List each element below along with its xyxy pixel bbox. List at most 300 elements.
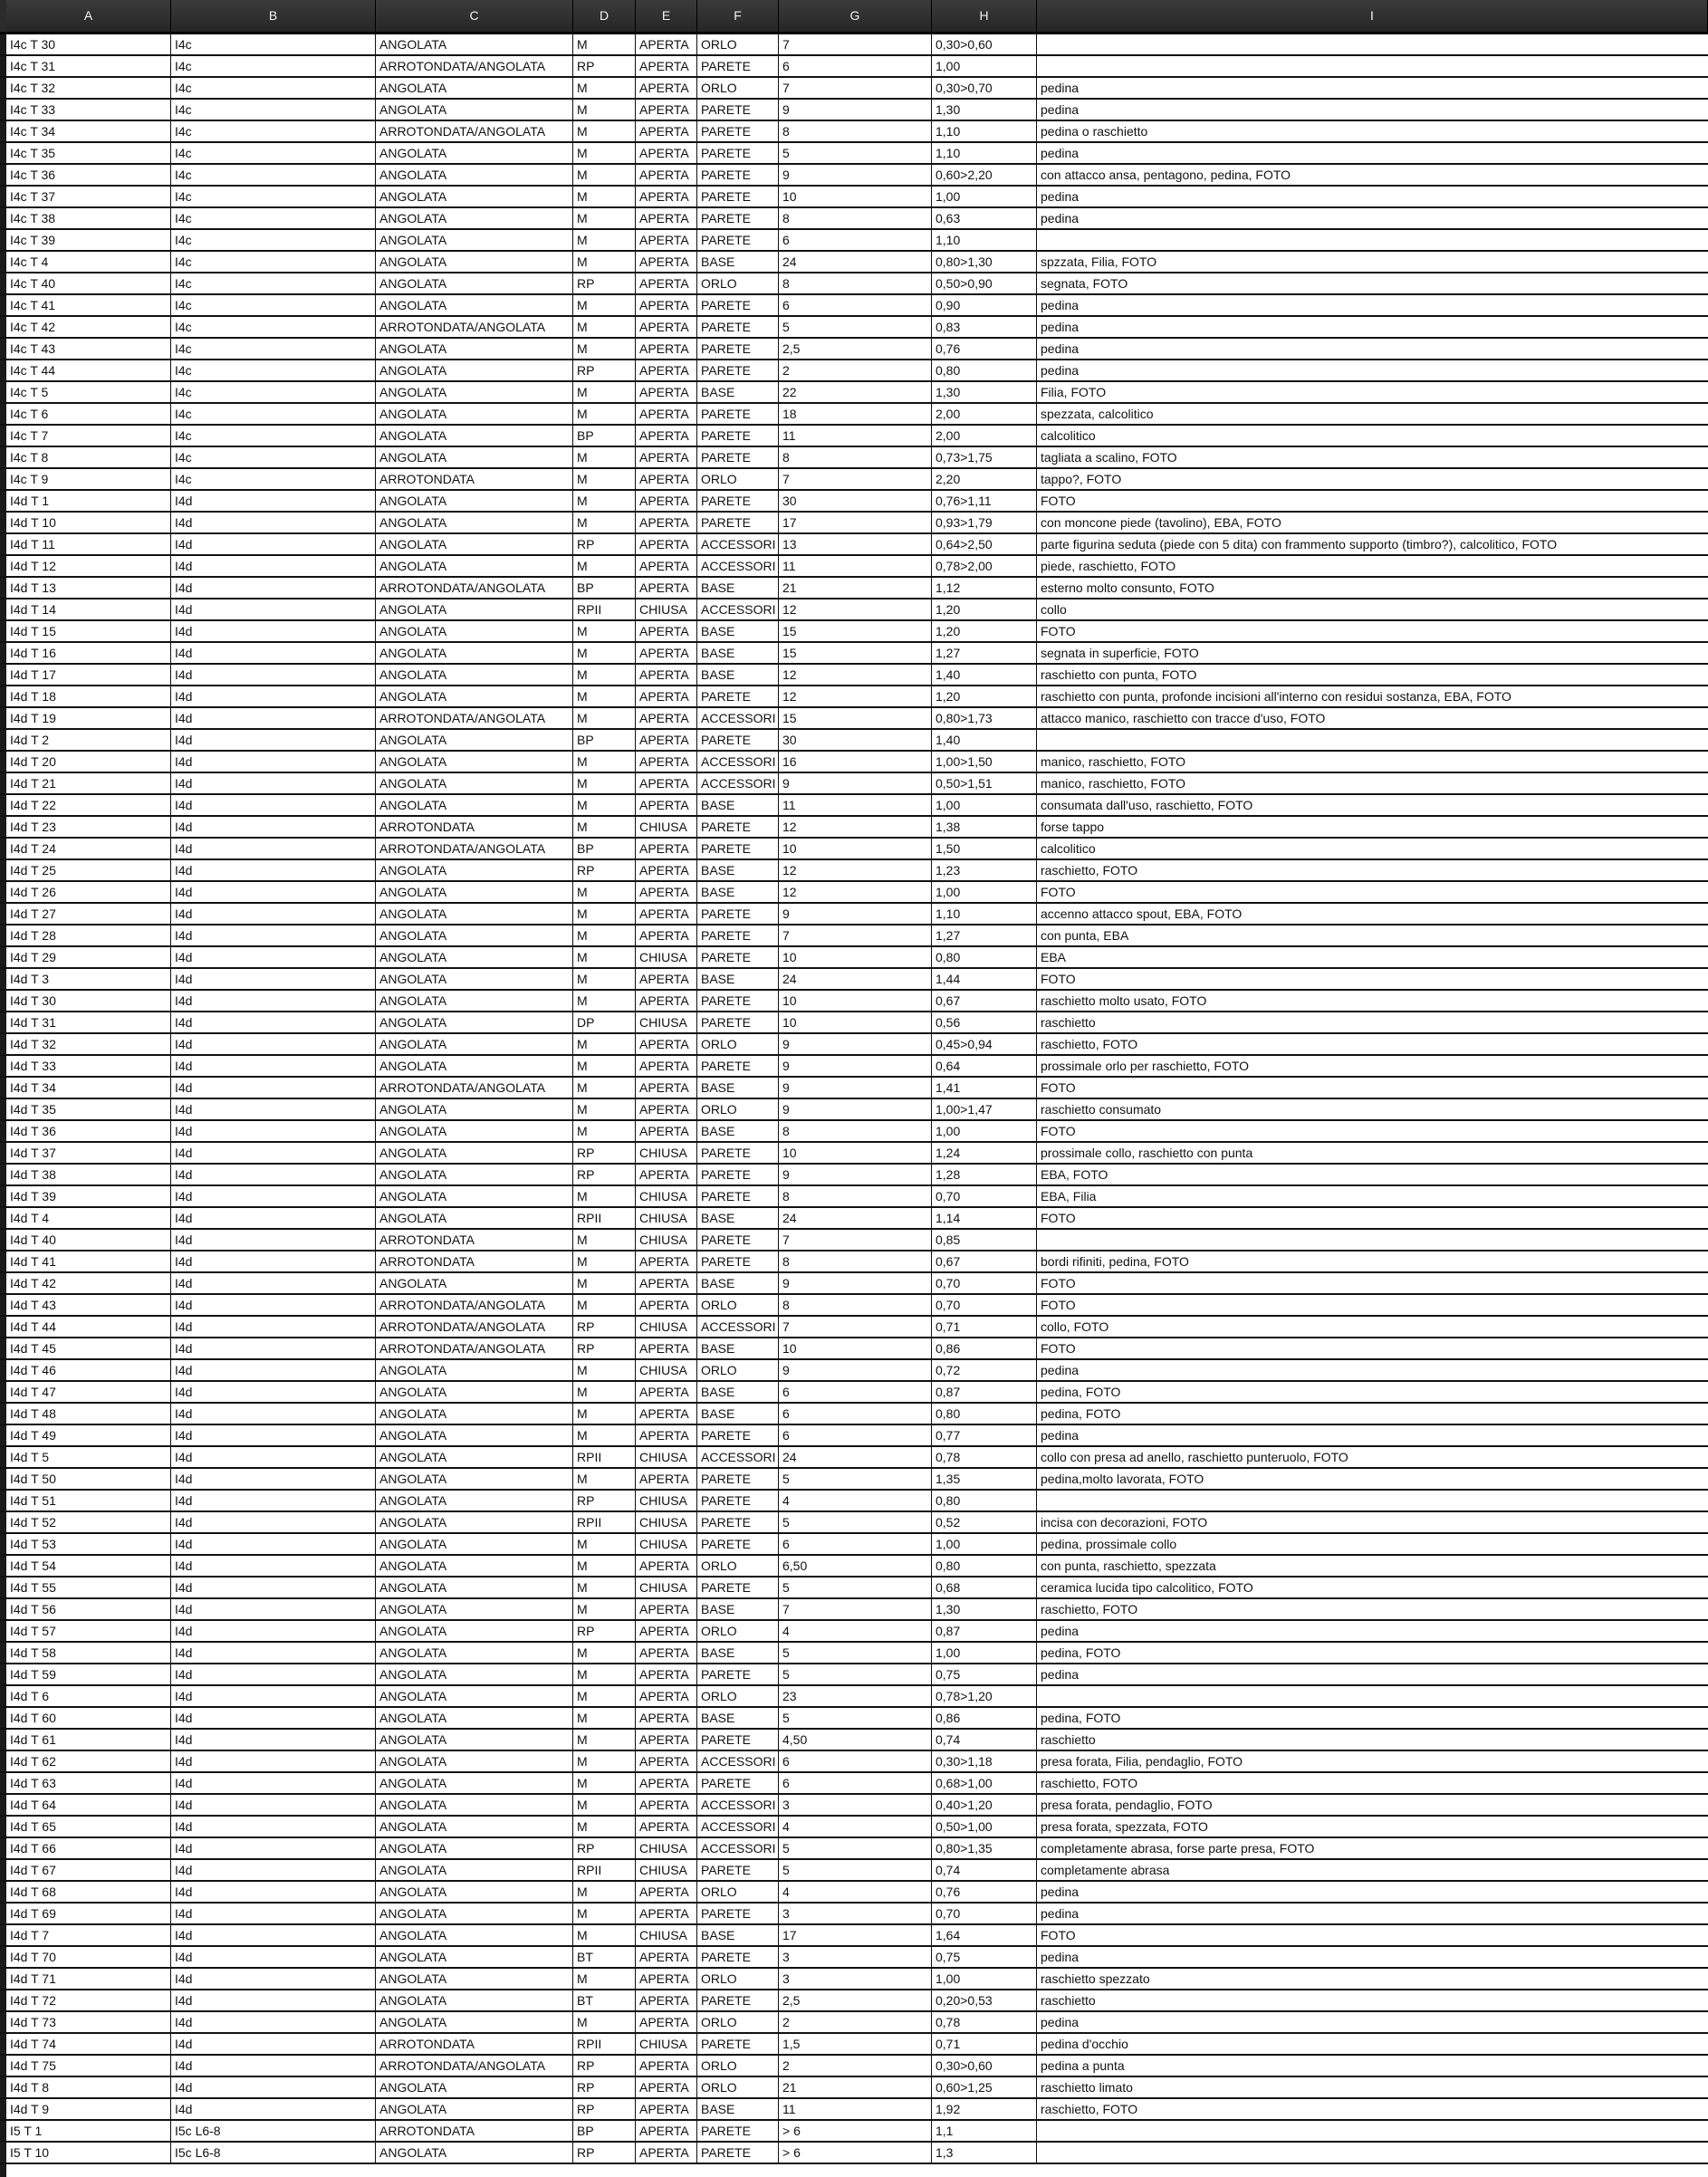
cell-a[interactable]: I4d T 46 [6, 1360, 171, 1380]
cell-a[interactable]: I4d T 16 [6, 643, 171, 663]
cell-a[interactable]: I4d T 29 [6, 947, 171, 967]
cell-i[interactable] [1037, 2143, 1708, 2163]
cell-b[interactable]: I4d [171, 1273, 376, 1293]
cell-d[interactable]: M [573, 165, 636, 185]
cell-f[interactable]: ORLO [697, 1882, 779, 1902]
cell-i[interactable]: raschietto [1041, 1015, 1096, 1030]
cell-e[interactable]: APERTA [636, 969, 697, 989]
cell-i[interactable]: raschietto, FOTO [1041, 1037, 1138, 1051]
cell-g[interactable]: 4 [779, 1882, 932, 1902]
cell-i[interactable]: spzzata, Filia, FOTO [1041, 254, 1157, 269]
cell-g[interactable]: 8 [779, 1295, 932, 1315]
cell-d[interactable]: M [573, 621, 636, 641]
cell-e[interactable]: APERTA [636, 1078, 697, 1098]
cell-i[interactable]: pedina, FOTO [1041, 1645, 1121, 1660]
cell-d[interactable]: RP [573, 360, 636, 380]
cell-d[interactable]: M [573, 773, 636, 793]
cell-g[interactable]: 6 [779, 230, 932, 250]
cell-b[interactable]: I4d [171, 904, 376, 924]
cell-a[interactable]: I4c T 40 [6, 273, 171, 293]
cell-e[interactable]: APERTA [636, 339, 697, 359]
column-header-h[interactable]: H [932, 0, 1037, 32]
cell-a[interactable]: I4d T 25 [6, 860, 171, 880]
cell-g[interactable]: 5 [779, 143, 932, 163]
cell-b[interactable]: I4d [171, 1838, 376, 1858]
cell-i[interactable]: tagliata a scalino, FOTO [1041, 450, 1177, 465]
cell-e[interactable]: APERTA [636, 273, 697, 293]
cell-d[interactable]: M [573, 665, 636, 685]
cell-b[interactable]: I4d [171, 643, 376, 663]
cell-g[interactable]: 24 [779, 1447, 932, 1467]
cell-h[interactable]: 1,12 [932, 578, 1037, 598]
cell-g[interactable]: 3 [779, 1969, 932, 1989]
cell-d[interactable]: M [573, 1099, 636, 1119]
cell-g[interactable]: 2,5 [779, 1990, 932, 2010]
column-header-b[interactable]: B [171, 0, 376, 32]
cell-f[interactable]: BASE [697, 665, 779, 685]
cell-g[interactable]: 12 [779, 882, 932, 902]
cell-a[interactable]: I4d T 75 [6, 2056, 171, 2076]
cell-f[interactable]: PARETE [697, 56, 779, 76]
cell-b[interactable]: I4d [171, 730, 376, 750]
cell-h[interactable]: 0,74 [932, 1730, 1037, 1750]
cell-d[interactable]: RP [573, 273, 636, 293]
cell-f[interactable]: BASE [697, 1382, 779, 1402]
cell-f[interactable]: ORLO [697, 2056, 779, 2076]
cell-e[interactable]: APERTA [636, 447, 697, 467]
cell-a[interactable]: I4c T 42 [6, 317, 171, 337]
cell-a[interactable]: I4c T 44 [6, 360, 171, 380]
cell-e[interactable]: CHIUSA [636, 1838, 697, 1858]
cell-c[interactable]: ANGOLATA [376, 1708, 573, 1728]
cell-g[interactable]: 9 [779, 1034, 932, 1054]
cell-i[interactable]: prossimale orlo per raschietto, FOTO [1041, 1059, 1250, 1073]
cell-g[interactable]: 5 [779, 1469, 932, 1489]
cell-a[interactable]: I4d T 28 [6, 925, 171, 945]
cell-h[interactable]: 0,83 [932, 317, 1037, 337]
cell-b[interactable]: I5c L6-8 [171, 2143, 376, 2163]
cell-h[interactable]: 0,72 [932, 1360, 1037, 1380]
cell-e[interactable]: APERTA [636, 295, 697, 315]
cell-f[interactable]: ORLO [697, 1099, 779, 1119]
cell-h[interactable]: 1,10 [932, 121, 1037, 141]
cell-b[interactable]: I4c [171, 273, 376, 293]
cell-b[interactable]: I4d [171, 1404, 376, 1424]
cell-a[interactable]: I4d T 49 [6, 1425, 171, 1445]
cell-c[interactable]: ANGOLATA [376, 730, 573, 750]
cell-d[interactable]: M [573, 491, 636, 511]
cell-g[interactable]: 8 [779, 447, 932, 467]
cell-i[interactable]: pedina [1041, 81, 1079, 95]
cell-h[interactable]: 1,10 [932, 143, 1037, 163]
cell-b[interactable]: I4d [171, 556, 376, 576]
cell-b[interactable]: I4c [171, 317, 376, 337]
cell-d[interactable]: DP [573, 1012, 636, 1032]
cell-g[interactable]: 11 [779, 795, 932, 815]
cell-i[interactable]: pedina [1041, 146, 1079, 160]
cell-h[interactable]: 0,78 [932, 1447, 1037, 1467]
cell-e[interactable]: APERTA [636, 2143, 697, 2163]
cell-b[interactable]: I4c [171, 426, 376, 446]
cell-e[interactable]: APERTA [636, 121, 697, 141]
cell-h[interactable]: 0,78 [932, 2012, 1037, 2032]
cell-g[interactable]: 12 [779, 599, 932, 619]
cell-g[interactable]: 6 [779, 1382, 932, 1402]
cell-g[interactable]: 5 [779, 1860, 932, 1880]
cell-d[interactable]: M [573, 1078, 636, 1098]
cell-a[interactable]: I4d T 51 [6, 1491, 171, 1510]
cell-f[interactable]: PARETE [697, 491, 779, 511]
cell-f[interactable]: BASE [697, 2099, 779, 2119]
cell-a[interactable]: I5 T 10 [6, 2143, 171, 2163]
cell-f[interactable]: PARETE [697, 100, 779, 120]
cell-f[interactable]: BASE [697, 1208, 779, 1228]
cell-c[interactable]: ANGOLATA [376, 1664, 573, 1684]
cell-h[interactable]: 0,78>1,20 [932, 1686, 1037, 1706]
cell-c[interactable]: ANGOLATA [376, 1730, 573, 1750]
cell-f[interactable]: BASE [697, 578, 779, 598]
cell-d[interactable]: M [573, 1751, 636, 1771]
cell-f[interactable]: BASE [697, 1338, 779, 1358]
cell-i[interactable]: pedina [1041, 1884, 1079, 1899]
cell-i[interactable]: manico, raschietto, FOTO [1041, 776, 1186, 791]
cell-h[interactable]: 0,71 [932, 2034, 1037, 2054]
cell-g[interactable]: 8 [779, 273, 932, 293]
cell-d[interactable]: M [573, 1034, 636, 1054]
cell-i[interactable] [1037, 730, 1708, 750]
cell-a[interactable]: I4d T 52 [6, 1512, 171, 1532]
cell-i[interactable]: EBA [1041, 950, 1067, 964]
cell-g[interactable]: 2,5 [779, 339, 932, 359]
cell-g[interactable]: 30 [779, 491, 932, 511]
cell-b[interactable]: I4d [171, 925, 376, 945]
cell-i[interactable]: Filia, FOTO [1041, 385, 1107, 399]
cell-g[interactable]: 17 [779, 1925, 932, 1945]
cell-a[interactable]: I4d T 41 [6, 1252, 171, 1271]
cell-e[interactable]: APERTA [636, 534, 697, 554]
cell-g[interactable]: 24 [779, 252, 932, 272]
column-header-a[interactable]: A [6, 0, 171, 32]
cell-h[interactable]: 1,00 [932, 187, 1037, 206]
cell-g[interactable]: 5 [779, 1838, 932, 1858]
cell-h[interactable]: 1,00 [932, 1534, 1037, 1554]
cell-d[interactable]: M [573, 100, 636, 120]
cell-a[interactable]: I4d T 47 [6, 1382, 171, 1402]
cell-i[interactable]: raschietto [1041, 1732, 1096, 1747]
cell-f[interactable]: ACCESSORI [697, 1817, 779, 1837]
cell-f[interactable]: PARETE [697, 1230, 779, 1250]
cell-b[interactable]: I4d [171, 1534, 376, 1554]
cell-g[interactable]: 2 [779, 360, 932, 380]
cell-b[interactable]: I4c [171, 165, 376, 185]
cell-h[interactable]: 0,80>1,73 [932, 708, 1037, 728]
cell-c[interactable]: ANGOLATA [376, 1838, 573, 1858]
cell-g[interactable]: 12 [779, 817, 932, 837]
cell-e[interactable]: APERTA [636, 1730, 697, 1750]
cell-d[interactable]: M [573, 1469, 636, 1489]
cell-f[interactable]: PARETE [697, 1773, 779, 1793]
cell-f[interactable]: PARETE [697, 1252, 779, 1271]
cell-d[interactable]: RPII [573, 1512, 636, 1532]
cell-d[interactable]: M [573, 447, 636, 467]
cell-c[interactable]: ANGOLATA [376, 1512, 573, 1532]
cell-i[interactable]: pedina [1041, 1950, 1079, 1964]
cell-i[interactable]: FOTO [1041, 624, 1076, 638]
cell-b[interactable]: I4d [171, 686, 376, 706]
cell-c[interactable]: ANGOLATA [376, 1599, 573, 1619]
cell-c[interactable]: ANGOLATA [376, 1925, 573, 1945]
cell-a[interactable]: I4d T 73 [6, 2012, 171, 2032]
cell-f[interactable]: PARETE [697, 730, 779, 750]
cell-c[interactable]: ARROTONDATA/ANGOLATA [376, 2056, 573, 2076]
cell-g[interactable]: 9 [779, 904, 932, 924]
cell-d[interactable]: M [573, 1578, 636, 1597]
cell-g[interactable]: 9 [779, 1099, 932, 1119]
cell-e[interactable]: APERTA [636, 513, 697, 532]
cell-c[interactable]: ANGOLATA [376, 447, 573, 467]
cell-f[interactable]: PARETE [697, 925, 779, 945]
cell-e[interactable]: APERTA [636, 795, 697, 815]
cell-f[interactable]: PARETE [697, 513, 779, 532]
cell-d[interactable]: RP [573, 1838, 636, 1858]
cell-c[interactable]: ANGOLATA [376, 1860, 573, 1880]
cell-d[interactable]: M [573, 513, 636, 532]
cell-d[interactable]: M [573, 1882, 636, 1902]
cell-c[interactable]: ANGOLATA [376, 165, 573, 185]
cell-d[interactable]: RP [573, 1317, 636, 1337]
cell-i[interactable]: completamente abrasa, forse parte presa, FOTO [1041, 1841, 1315, 1856]
cell-f[interactable]: PARETE [697, 839, 779, 858]
cell-g[interactable]: 5 [779, 1664, 932, 1684]
cell-h[interactable]: 0,64 [932, 1056, 1037, 1076]
cell-b[interactable]: I4d [171, 1664, 376, 1684]
cell-g[interactable]: 21 [779, 2077, 932, 2097]
cell-c[interactable]: ANGOLATA [376, 34, 573, 54]
cell-f[interactable]: PARETE [697, 1165, 779, 1184]
cell-f[interactable]: BASE [697, 1708, 779, 1728]
cell-i[interactable]: presa forata, spezzata, FOTO [1041, 1819, 1208, 1834]
cell-c[interactable]: ANGOLATA [376, 1034, 573, 1054]
cell-g[interactable]: 6 [779, 1751, 932, 1771]
cell-d[interactable]: RP [573, 2143, 636, 2163]
cell-a[interactable]: I4d T 34 [6, 1078, 171, 1098]
cell-c[interactable]: ANGOLATA [376, 925, 573, 945]
cell-f[interactable]: ORLO [697, 2012, 779, 2032]
cell-g[interactable]: 21 [779, 578, 932, 598]
cell-d[interactable]: RPII [573, 1208, 636, 1228]
cell-i[interactable]: accenno attacco spout, EBA, FOTO [1041, 906, 1243, 921]
cell-c[interactable]: ANGOLATA [376, 1143, 573, 1163]
cell-e[interactable]: APERTA [636, 2121, 697, 2141]
cell-c[interactable]: ANGOLATA [376, 143, 573, 163]
cell-b[interactable]: I4d [171, 2077, 376, 2097]
cell-a[interactable]: I4c T 34 [6, 121, 171, 141]
cell-h[interactable]: 1,41 [932, 1078, 1037, 1098]
cell-i[interactable]: pedina, FOTO [1041, 1711, 1121, 1725]
cell-d[interactable]: M [573, 925, 636, 945]
cell-g[interactable]: 2 [779, 2056, 932, 2076]
cell-h[interactable]: 0,64>2,50 [932, 534, 1037, 554]
cell-b[interactable]: I4d [171, 1317, 376, 1337]
cell-g[interactable]: 5 [779, 317, 932, 337]
cell-c[interactable]: ANGOLATA [376, 1382, 573, 1402]
cell-f[interactable]: PARETE [697, 2121, 779, 2141]
cell-e[interactable]: APERTA [636, 2099, 697, 2119]
cell-g[interactable]: 7 [779, 78, 932, 98]
cell-f[interactable]: ORLO [697, 2077, 779, 2097]
cell-i[interactable]: completamente abrasa [1041, 1863, 1170, 1877]
cell-h[interactable]: 1,00 [932, 56, 1037, 76]
cell-i[interactable]: pedina [1041, 1906, 1079, 1921]
cell-c[interactable]: ANGOLATA [376, 273, 573, 293]
cell-a[interactable]: I4d T 64 [6, 1795, 171, 1815]
cell-e[interactable]: APERTA [636, 839, 697, 858]
cell-e[interactable]: APERTA [636, 491, 697, 511]
cell-a[interactable]: I4c T 39 [6, 230, 171, 250]
cell-c[interactable]: ANGOLATA [376, 1056, 573, 1076]
cell-d[interactable]: M [573, 686, 636, 706]
cell-f[interactable]: PARETE [697, 947, 779, 967]
cell-f[interactable]: PARETE [697, 317, 779, 337]
cell-g[interactable]: 5 [779, 1643, 932, 1663]
cell-a[interactable]: I4d T 59 [6, 1664, 171, 1684]
cell-c[interactable]: ANGOLATA [376, 230, 573, 250]
cell-b[interactable]: I4d [171, 1599, 376, 1619]
cell-b[interactable]: I4d [171, 752, 376, 772]
cell-b[interactable]: I4d [171, 1469, 376, 1489]
cell-f[interactable]: BASE [697, 1273, 779, 1293]
cell-e[interactable]: APERTA [636, 404, 697, 424]
cell-e[interactable]: APERTA [636, 578, 697, 598]
cell-g[interactable]: > 6 [779, 2143, 932, 2163]
column-header-d[interactable]: D [573, 0, 636, 32]
cell-i[interactable]: incisa con decorazioni, FOTO [1041, 1515, 1208, 1530]
cell-c[interactable]: ANGOLATA [376, 773, 573, 793]
cell-e[interactable]: APERTA [636, 1382, 697, 1402]
cell-e[interactable]: APERTA [636, 1795, 697, 1815]
cell-a[interactable]: I4c T 36 [6, 165, 171, 185]
cell-i[interactable]: manico, raschietto, FOTO [1041, 754, 1186, 769]
cell-f[interactable]: ACCESSORI [697, 1447, 779, 1467]
cell-g[interactable]: 7 [779, 1230, 932, 1250]
cell-e[interactable]: APERTA [636, 1947, 697, 1967]
cell-d[interactable]: M [573, 1534, 636, 1554]
cell-f[interactable]: ORLO [697, 1556, 779, 1576]
cell-d[interactable]: M [573, 991, 636, 1011]
cell-b[interactable]: I4d [171, 578, 376, 598]
cell-c[interactable]: ANGOLATA [376, 621, 573, 641]
cell-d[interactable]: RP [573, 860, 636, 880]
cell-a[interactable]: I4c T 9 [6, 469, 171, 489]
cell-c[interactable]: ARROTONDATA [376, 2034, 573, 2054]
cell-e[interactable]: APERTA [636, 1708, 697, 1728]
cell-i[interactable]: parte figurina seduta (piede con 5 dita) con frammento supporto (timbro?), calcolitico, FOTO [1041, 537, 1558, 551]
cell-i[interactable]: spezzata, calcolitico [1041, 407, 1154, 421]
cell-a[interactable]: I4d T 18 [6, 686, 171, 706]
cell-h[interactable]: 0,63 [932, 208, 1037, 228]
cell-b[interactable]: I4c [171, 360, 376, 380]
cell-i[interactable]: pedina [1041, 363, 1079, 378]
cell-b[interactable]: I4d [171, 773, 376, 793]
cell-b[interactable]: I4d [171, 1751, 376, 1771]
cell-i[interactable]: presa forata, pendaglio, FOTO [1041, 1798, 1213, 1812]
cell-h[interactable]: 1,40 [932, 665, 1037, 685]
cell-a[interactable]: I4c T 32 [6, 78, 171, 98]
cell-g[interactable]: 30 [779, 730, 932, 750]
cell-g[interactable]: 7 [779, 925, 932, 945]
cell-b[interactable]: I4d [171, 1099, 376, 1119]
cell-e[interactable]: CHIUSA [636, 1447, 697, 1467]
cell-g[interactable]: 9 [779, 1360, 932, 1380]
cell-d[interactable]: M [573, 1795, 636, 1815]
cell-f[interactable]: PARETE [697, 1904, 779, 1923]
cell-i[interactable]: EBA, FOTO [1041, 1167, 1108, 1182]
cell-b[interactable]: I4d [171, 817, 376, 837]
column-header-i[interactable]: I [1037, 0, 1708, 32]
cell-e[interactable]: APERTA [636, 426, 697, 446]
cell-b[interactable]: I4d [171, 1686, 376, 1706]
cell-a[interactable]: I4d T 53 [6, 1534, 171, 1554]
cell-g[interactable]: 6 [779, 1404, 932, 1424]
cell-h[interactable]: 0,70 [932, 1186, 1037, 1206]
cell-f[interactable]: ACCESSORI [697, 773, 779, 793]
cell-f[interactable]: PARETE [697, 2034, 779, 2054]
cell-a[interactable]: I4d T 1 [6, 491, 171, 511]
cell-a[interactable]: I4d T 55 [6, 1578, 171, 1597]
cell-h[interactable]: 1,92 [932, 2099, 1037, 2119]
cell-f[interactable]: PARETE [697, 1860, 779, 1880]
cell-d[interactable]: M [573, 1773, 636, 1793]
cell-c[interactable]: ARROTONDATA/ANGOLATA [376, 1338, 573, 1358]
cell-e[interactable]: APERTA [636, 1252, 697, 1271]
cell-a[interactable]: I4d T 10 [6, 513, 171, 532]
cell-e[interactable]: CHIUSA [636, 1860, 697, 1880]
cell-f[interactable]: PARETE [697, 1512, 779, 1532]
cell-b[interactable]: I4d [171, 708, 376, 728]
cell-c[interactable]: ANGOLATA [376, 187, 573, 206]
cell-d[interactable]: BP [573, 839, 636, 858]
cell-b[interactable]: I4c [171, 447, 376, 467]
cell-f[interactable]: ORLO [697, 78, 779, 98]
cell-c[interactable]: ANGOLATA [376, 1534, 573, 1554]
cell-b[interactable]: I4d [171, 513, 376, 532]
cell-a[interactable]: I4d T 20 [6, 752, 171, 772]
cell-i[interactable]: raschietto con punta, profonde incisioni all'interno con residui sostanza, EBA, FOTO [1041, 689, 1511, 704]
cell-d[interactable]: M [573, 1730, 636, 1750]
cell-g[interactable]: 7 [779, 34, 932, 54]
cell-b[interactable]: I4c [171, 143, 376, 163]
cell-d[interactable]: M [573, 795, 636, 815]
cell-c[interactable]: ARROTONDATA/ANGOLATA [376, 121, 573, 141]
cell-f[interactable]: PARETE [697, 1469, 779, 1489]
cell-c[interactable]: ANGOLATA [376, 1012, 573, 1032]
cell-a[interactable]: I4c T 6 [6, 404, 171, 424]
cell-f[interactable]: ACCESSORI [697, 752, 779, 772]
cell-f[interactable]: BASE [697, 860, 779, 880]
cell-i[interactable]: pedina o raschietto [1041, 124, 1148, 139]
cell-i[interactable]: segnata in superficie, FOTO [1041, 646, 1199, 660]
cell-i[interactable]: raschietto limato [1041, 2080, 1133, 2095]
cell-e[interactable]: APERTA [636, 1056, 697, 1076]
cell-h[interactable]: 0,67 [932, 991, 1037, 1011]
cell-i[interactable]: calcolitico [1041, 428, 1096, 443]
cell-i[interactable]: FOTO [1041, 1211, 1076, 1225]
cell-a[interactable]: I4d T 69 [6, 1904, 171, 1923]
cell-d[interactable]: M [573, 904, 636, 924]
cell-c[interactable]: ANGOLATA [376, 1404, 573, 1424]
cell-f[interactable]: PARETE [697, 187, 779, 206]
cell-g[interactable]: 9 [779, 165, 932, 185]
